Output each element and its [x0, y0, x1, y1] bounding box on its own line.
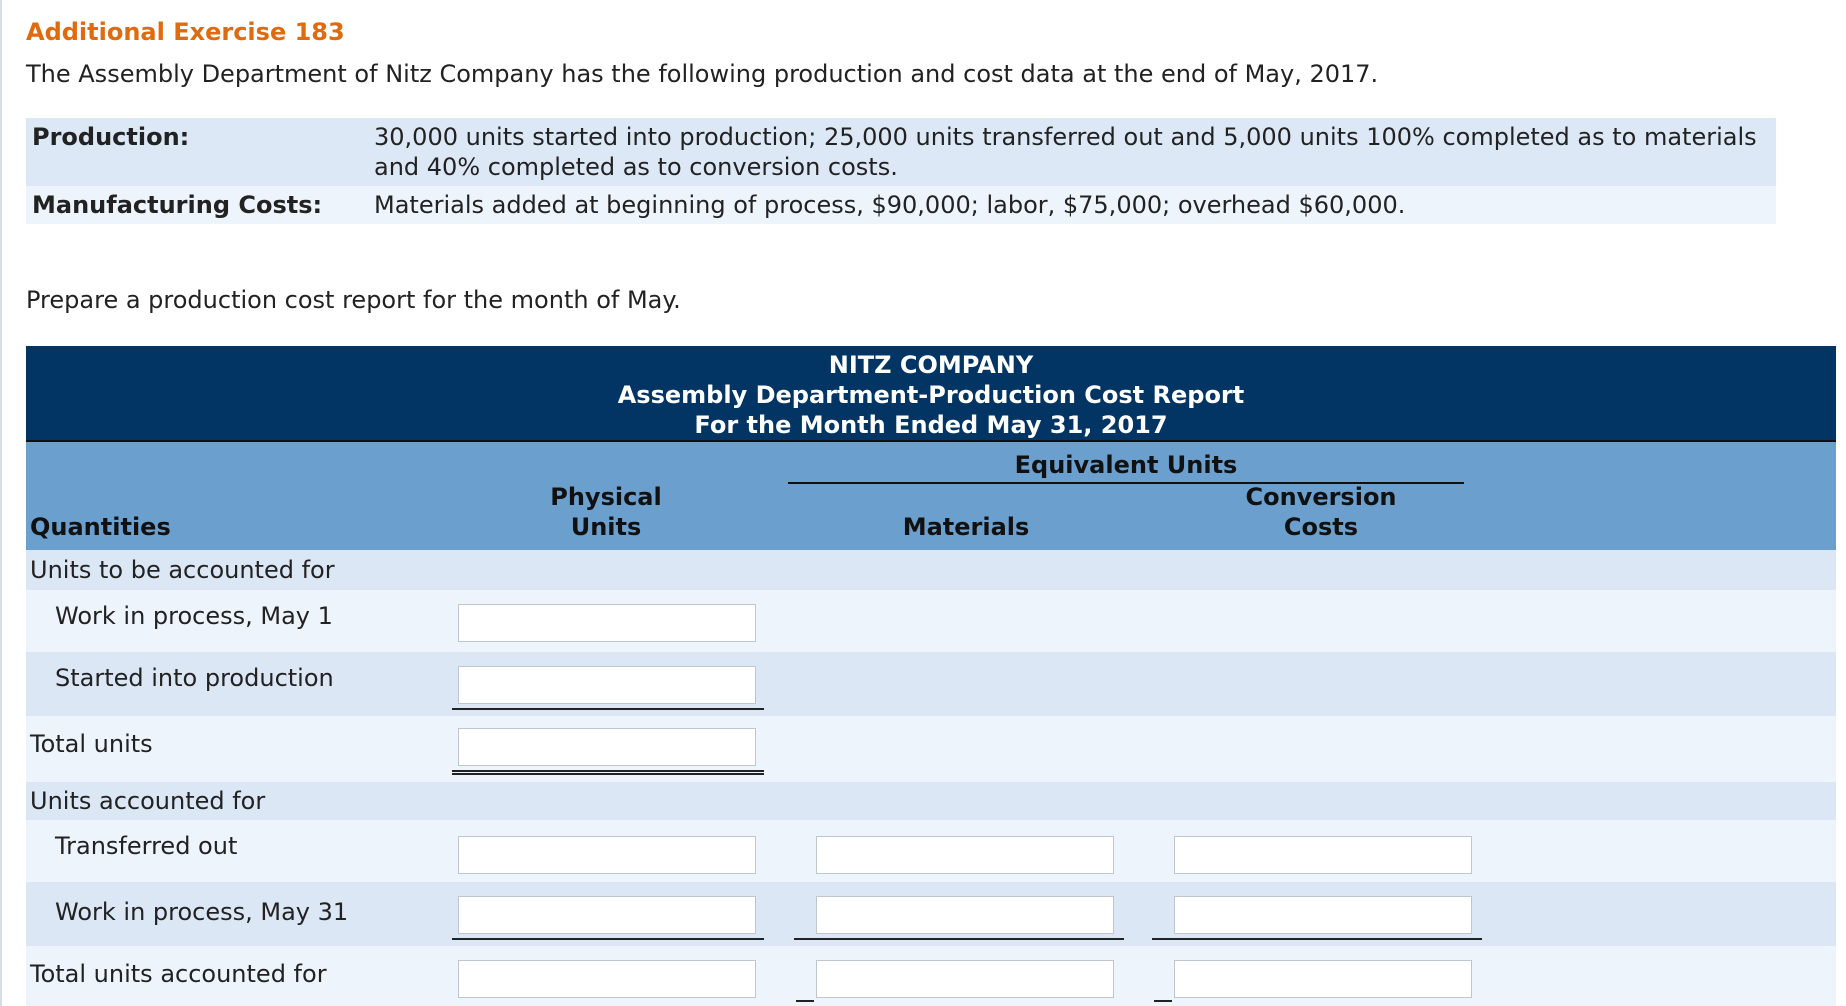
column-header: [26, 442, 1836, 550]
total-accounted-label: Total units accounted for: [30, 960, 327, 988]
wip-may1-physical-input[interactable]: [458, 604, 756, 642]
wip-may31-label: Work in process, May 31: [55, 898, 349, 926]
transferred-physical-input[interactable]: [458, 836, 756, 874]
transferred-materials-input[interactable]: [816, 836, 1114, 874]
physical-units-heading: [486, 482, 726, 542]
row-total-units: [26, 716, 1836, 782]
prompt-text: Prepare a production cost report for the month of May.: [26, 286, 681, 314]
started-label: Started into production: [55, 664, 334, 692]
wip31-materials-underline: [794, 938, 1124, 940]
transferred-conversion-input[interactable]: [1174, 836, 1472, 874]
row-total-accounted: [26, 946, 1836, 1006]
conversion-heading-line1: Conversion: [1245, 483, 1397, 511]
wip31-conversion-underline: [1152, 938, 1482, 940]
started-underline: [452, 708, 764, 710]
costs-row: [26, 186, 1776, 224]
section-units-to-account: [26, 550, 1836, 590]
exercise-intro: The Assembly Department of Nitz Company has the following production and cost data at the end of May, 2017.: [26, 60, 1379, 88]
wip-may31-physical-input[interactable]: [458, 896, 756, 934]
units-accounted-label: Units accounted for: [30, 787, 266, 815]
report-period: For the Month Ended May 31, 2017: [694, 411, 1168, 439]
materials-heading: Materials: [902, 513, 1030, 541]
total-materials-tick: [796, 1000, 814, 1002]
report-header: [26, 346, 1836, 440]
conversion-costs-heading: [1201, 482, 1441, 542]
total-units-double-underline: [452, 770, 764, 775]
total-conversion-tick: [1154, 1000, 1172, 1002]
row-wip-may1: [26, 590, 1836, 652]
production-cost-report: [26, 346, 1836, 1006]
wip-may31-materials-input[interactable]: [816, 896, 1114, 934]
wip-may31-conversion-input[interactable]: [1174, 896, 1472, 934]
total-accounted-conversion-input[interactable]: [1174, 960, 1472, 998]
transferred-out-label: Transferred out: [55, 832, 238, 860]
total-accounted-physical-input[interactable]: [458, 960, 756, 998]
production-text: 30,000 units started into production; 25,000 units transferred out and 5,000 units 100% completed as to materials and 40% completed as to conversion costs.: [374, 123, 1757, 181]
exercise-title: Additional Exercise 183: [26, 18, 345, 46]
report-title: Assembly Department-Production Cost Report: [617, 381, 1245, 409]
production-row: [26, 118, 1776, 186]
conversion-heading-line2: Costs: [1283, 513, 1359, 541]
equivalent-units-heading: Equivalent Units: [1014, 451, 1238, 479]
wip-may1-label: Work in process, May 1: [55, 602, 333, 630]
row-started: [26, 652, 1836, 716]
physical-heading-line1: Physical: [550, 483, 662, 511]
total-units-physical-input[interactable]: [458, 728, 756, 766]
costs-text: Materials added at beginning of process, $90,000; labor, $75,000; overhead $60,000.: [374, 191, 1406, 219]
left-border: [0, 0, 2, 1006]
info-table: [26, 118, 1776, 224]
units-to-account-label: Units to be accounted for: [30, 556, 335, 584]
row-transferred-out: [26, 820, 1836, 882]
quantities-heading: Quantities: [30, 513, 171, 541]
costs-label: Manufacturing Costs:: [32, 191, 323, 219]
report-company: NITZ COMPANY: [828, 351, 1034, 379]
row-wip-may31: [26, 882, 1836, 946]
total-accounted-materials-input[interactable]: [816, 960, 1114, 998]
section-units-accounted: [26, 782, 1836, 820]
physical-heading-line2: Units: [570, 513, 642, 541]
started-physical-input[interactable]: [458, 666, 756, 704]
production-label: Production:: [32, 123, 190, 151]
total-units-label: Total units: [30, 730, 153, 758]
wip31-physical-underline: [452, 938, 764, 940]
